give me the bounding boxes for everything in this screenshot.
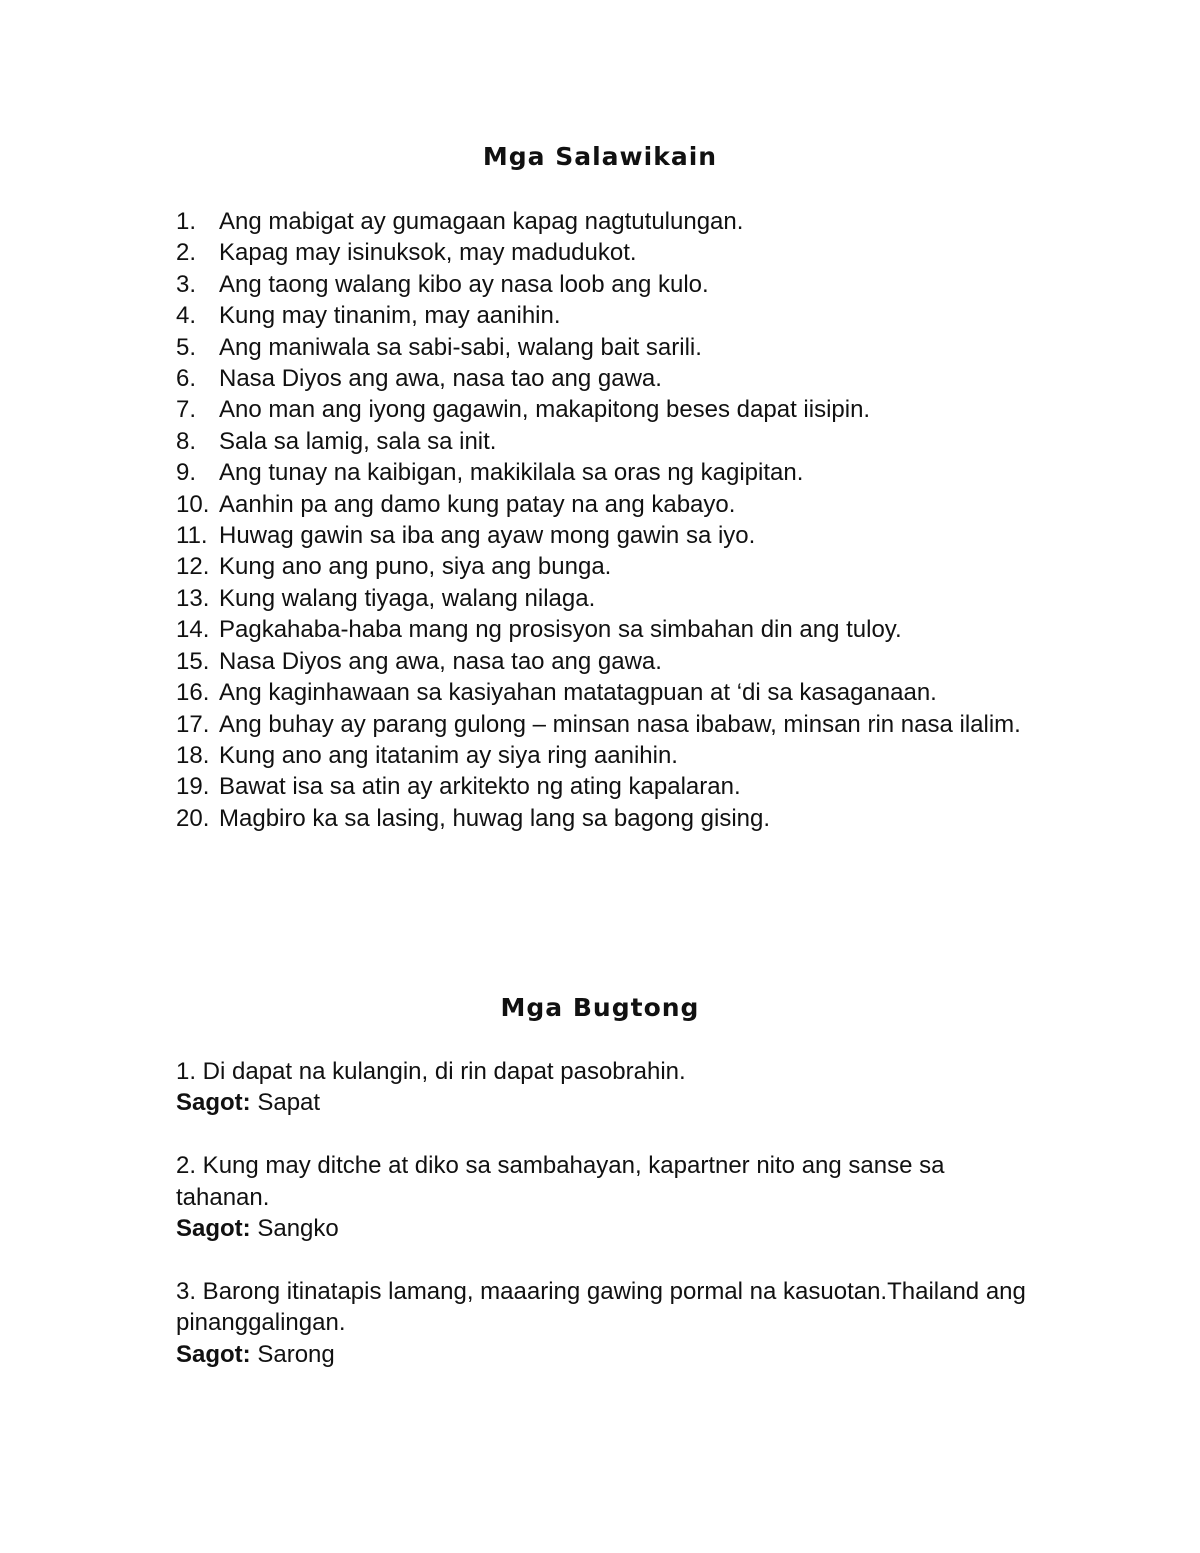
list-item-text: Ang maniwala sa sabi-sabi, walang bait sarili.	[219, 333, 702, 361]
list-item-text: Ang tunay na kaibigan, makikilala sa oras ng kagipitan.	[219, 459, 804, 487]
riddle-question: 1. Di dapat na kulangin, di rin dapat pasobrahin.	[176, 1058, 686, 1085]
list-item	[176, 551, 1036, 582]
list-item-text: Ang buhay ay parang gulong – minsan nasa ibabaw, minsan rin nasa ilalim.	[219, 710, 1021, 738]
list-item-number: 19.	[176, 773, 210, 801]
list-item-number: 13.	[176, 584, 210, 612]
list-item	[176, 583, 1036, 614]
salawikain-title: Mga Salawikain	[482, 142, 718, 171]
list-item-number: 5.	[176, 333, 197, 361]
riddle-answer-line	[176, 1339, 1036, 1370]
proverb-list	[176, 206, 1036, 834]
list-item	[176, 457, 1036, 488]
riddle-item	[176, 1276, 1036, 1370]
list-item	[176, 363, 1036, 394]
list-item	[176, 709, 1036, 740]
list-item-number: 7.	[176, 396, 197, 424]
list-item-number: 15.	[176, 647, 210, 675]
list-item	[176, 300, 1036, 331]
list-item-text: Kung walang tiyaga, walang nilaga.	[219, 584, 596, 612]
riddle-answer: Sapat	[257, 1089, 321, 1117]
list-item-number: 10.	[176, 490, 210, 518]
list-item-text: Ano man ang iyong gagawin, makapitong beses dapat iisipin.	[219, 396, 871, 424]
list-item-number: 1.	[176, 208, 197, 235]
list-item-number: 6.	[176, 365, 197, 393]
riddle-item	[176, 1056, 1036, 1119]
list-item-text: Kapag may isinuksok, may madudukot.	[219, 239, 637, 267]
list-item-number: 20.	[176, 804, 210, 832]
list-item-text: Ang mabigat ay gumagaan kapag nagtutulungan.	[219, 208, 744, 235]
list-item	[176, 803, 1036, 834]
list-item-number: 18.	[176, 741, 210, 769]
list-item-number: 16.	[176, 679, 210, 707]
list-item-text: Kung ano ang puno, siya ang bunga.	[219, 553, 612, 581]
list-item	[176, 426, 1036, 457]
list-item-text: Huwag gawin sa iba ang ayaw mong gawin sa iyo.	[219, 522, 756, 550]
list-item-number: 12.	[176, 553, 210, 581]
list-item	[176, 206, 1036, 237]
riddle-answer-line	[176, 1087, 1036, 1118]
answer-label: Sagot:	[176, 1089, 251, 1117]
list-item-number: 14.	[176, 616, 210, 644]
list-item-number: 11.	[176, 522, 208, 550]
riddle-question: 2. Kung may ditche at diko sa sambahayan, kapartner nito ang sanse sa tahanan.	[176, 1152, 945, 1211]
list-item-text: Kung ano ang itatanim ay siya ring aanihin.	[219, 741, 678, 769]
riddle-item	[176, 1150, 1036, 1244]
list-item-text: Kung may tinanim, may aanihin.	[219, 302, 561, 330]
list-item-text: Nasa Diyos ang awa, nasa tao ang gawa.	[219, 365, 662, 393]
bugtong-title: Mga Bugtong	[500, 993, 700, 1022]
list-item-text: Ang kaginhawaan sa kasiyahan matatagpuan at ‘di sa kasaganaan.	[219, 679, 937, 707]
answer-label: Sagot:	[176, 1340, 251, 1368]
list-item	[176, 332, 1036, 363]
list-item	[176, 489, 1036, 520]
list-item	[176, 771, 1036, 802]
riddle-question: 3. Barong itinatapis lamang, maaaring gawing pormal na kasuotan.Thailand ang pinanggalingan.	[176, 1277, 1026, 1337]
list-item-number: 17.	[176, 710, 210, 738]
list-item-text: Nasa Diyos ang awa, nasa tao ang gawa.	[219, 647, 662, 675]
riddle-list	[176, 1056, 1036, 1401]
list-item-text: Pagkahaba-haba mang ng prosisyon sa simbahan din ang tuloy.	[219, 616, 902, 644]
list-item-number: 2.	[176, 239, 197, 267]
list-item-text: Ang taong walang kibo ay nasa loob ang kulo.	[219, 270, 709, 298]
list-item-number: 9.	[176, 459, 197, 487]
list-item	[176, 614, 1036, 645]
list-item	[176, 646, 1036, 677]
list-item	[176, 237, 1036, 268]
list-item	[176, 740, 1036, 771]
list-item-text: Magbiro ka sa lasing, huwag lang sa bagong gising.	[219, 804, 771, 832]
list-item-number: 4.	[176, 302, 197, 330]
list-item-number: 8.	[176, 427, 197, 455]
list-item-text: Bawat isa sa atin ay arkitekto ng ating kapalaran.	[219, 773, 741, 801]
list-item	[176, 394, 1036, 425]
list-item-text: Aanhin pa ang damo kung patay na ang kabayo.	[219, 490, 736, 518]
riddle-answer: Sangko	[257, 1215, 339, 1243]
list-item-text: Sala sa lamig, sala sa init.	[219, 427, 497, 455]
list-item	[176, 520, 1036, 551]
list-item	[176, 677, 1036, 708]
riddle-answer-line	[176, 1213, 1036, 1244]
list-item-number: 3.	[176, 270, 197, 298]
list-item	[176, 269, 1036, 300]
riddle-answer: Sarong	[257, 1340, 335, 1368]
answer-label: Sagot:	[176, 1215, 251, 1243]
